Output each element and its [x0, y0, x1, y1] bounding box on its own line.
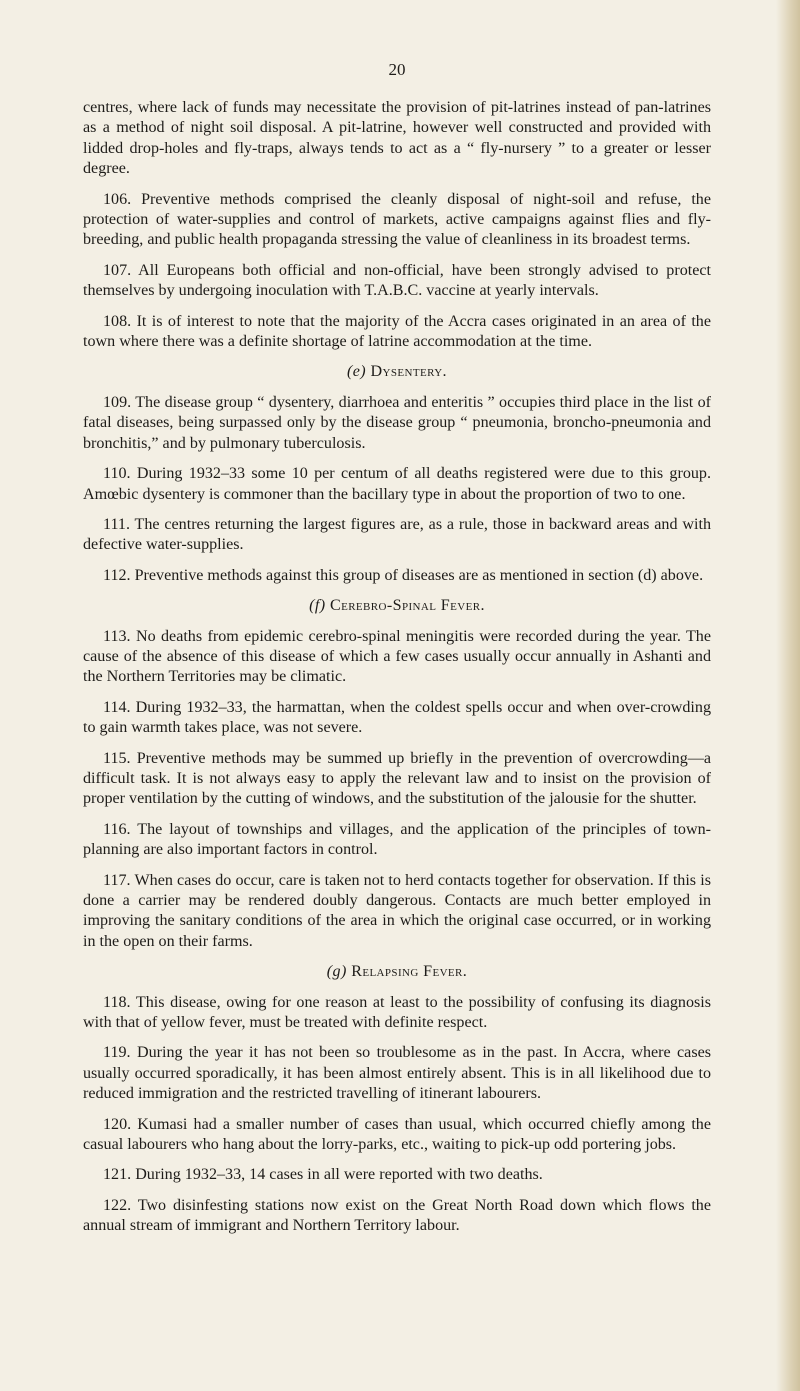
paragraph-115: 115. Preventive methods may be summed up briefly in the prevention of overcrowding—a difficult task. It is not always easy to apply the relevant law and to insist on the provision of proper ventilation by the cutting of windows, and the substitution of the jalousie for the shutter. [83, 749, 711, 808]
paragraph-119: 119. During the year it has not been so troublesome as in the past. In Accra, where cases usually occurred sporadically, it has been almost entirely absent. This is in all likelihood due to reduced immigration and the restricted travelling of itinerant labourers. [83, 1044, 711, 1103]
paragraph-113: 113. No deaths from epidemic cerebro-spinal meningitis were recorded during the year. The cause of the absence of this disease of which a few cases usually occur annually in Ashanti and the Northern Territories may be climatic. [83, 627, 711, 686]
paragraph-117: 117. When cases do occur, care is taken not to herd contacts together for observation. If this is done a carrier may be rendered doubly dangerous. Contacts are much better employed in improving the sanitary conditions of the area in which the original case occurred, or in working in the open on their farms. [83, 871, 711, 950]
paragraph-109: 109. The disease group “ dysentery, diarrhoea and enteritis ” occupies third place in the list of fatal diseases, being surpassed only by the disease group “ pneumonia, broncho-pneumonia and bronchitis,” and by pulmonary tuberculosis. [83, 393, 711, 452]
paragraph-110: 110. During 1932–33 some 10 per centum of all deaths registered were due to this group. Amœbic dysentery is commoner than the bacillary type in about the proportion of two to one. [83, 465, 711, 503]
section-heading-relapsing-fever [83, 962, 711, 982]
paragraph-continued: centres, where lack of funds may necessitate the provision of pit-latrines instead of pan-latrines as a method of night soil disposal. A pit-latrine, however well constructed and provided with lidded drop-holes and fly-traps, always tends to act as a “ fly-nursery ” to a greater or lesser degree. [83, 99, 711, 178]
section-title-cerebro-spinal-fever: Cerebro-Spinal Fever. [329, 597, 485, 615]
section-letter-e: (e) [347, 363, 367, 381]
paragraph-116: 116. The layout of townships and villages, and the application of the principles of town-planning are also important factors in control. [83, 820, 711, 859]
section-letter-f: (f) [309, 597, 326, 615]
section-title-dysentery: Dysentery. [370, 363, 447, 381]
paragraph-120: 120. Kumasi had a smaller number of cases than usual, which occurred chiefly among the casual labourers who hang about the lorry-parks, etc., waiting to pick-up odd portering jobs. [83, 1115, 711, 1154]
section-title-relapsing-fever: Relapsing Fever. [351, 963, 468, 981]
paragraph-106: 106. Preventive methods comprised the cleanly disposal of night-soil and refuse, the protection of water-supplies and control of markets, active campaigns against flies and fly-breeding, and public health propaganda stressing the value of cleanliness in its broadest terms. [83, 190, 711, 249]
page-number: 20 [388, 60, 406, 79]
paragraph-122: 122. Two disinfesting stations now exist on the Great North Road down which flows the annual stream of immigrant and Northern Territory labour. [83, 1196, 711, 1235]
page-edge-shadow [776, 0, 800, 1391]
section-letter-g: (g) [326, 963, 347, 981]
paragraph-118: 118. This disease, owing for one reason at least to the possibility of confusing its diagnosis with that of yellow fever, must be treated with definite respect. [83, 993, 711, 1032]
section-heading-cerebro-spinal-fever [83, 596, 711, 616]
section-heading-dysentery [83, 362, 711, 382]
paragraph-111: 111. The centres returning the largest figures are, as a rule, those in backward areas and with defective water-supplies. [83, 515, 711, 554]
document-page [83, 60, 711, 1247]
paragraph-107: 107. All Europeans both official and non-official, have been strongly advised to protect themselves by undergoing inoculation with T.A.B.C. vaccine at yearly intervals. [83, 261, 711, 300]
paragraph-108: 108. It is of interest to note that the majority of the Accra cases originated in an area of the town where there was a definite shortage of latrine accommodation at the time. [83, 312, 711, 351]
paragraph-114: 114. During 1932–33, the harmattan, when the coldest spells occur and when over-crowding to gain warmth takes place, was not severe. [83, 698, 711, 737]
paragraph-112: 112. Preventive methods against this group of diseases are as mentioned in section (d) above. [103, 566, 704, 584]
paragraph-121: 121. During 1932–33, 14 cases in all were reported with two deaths. [103, 1166, 543, 1184]
